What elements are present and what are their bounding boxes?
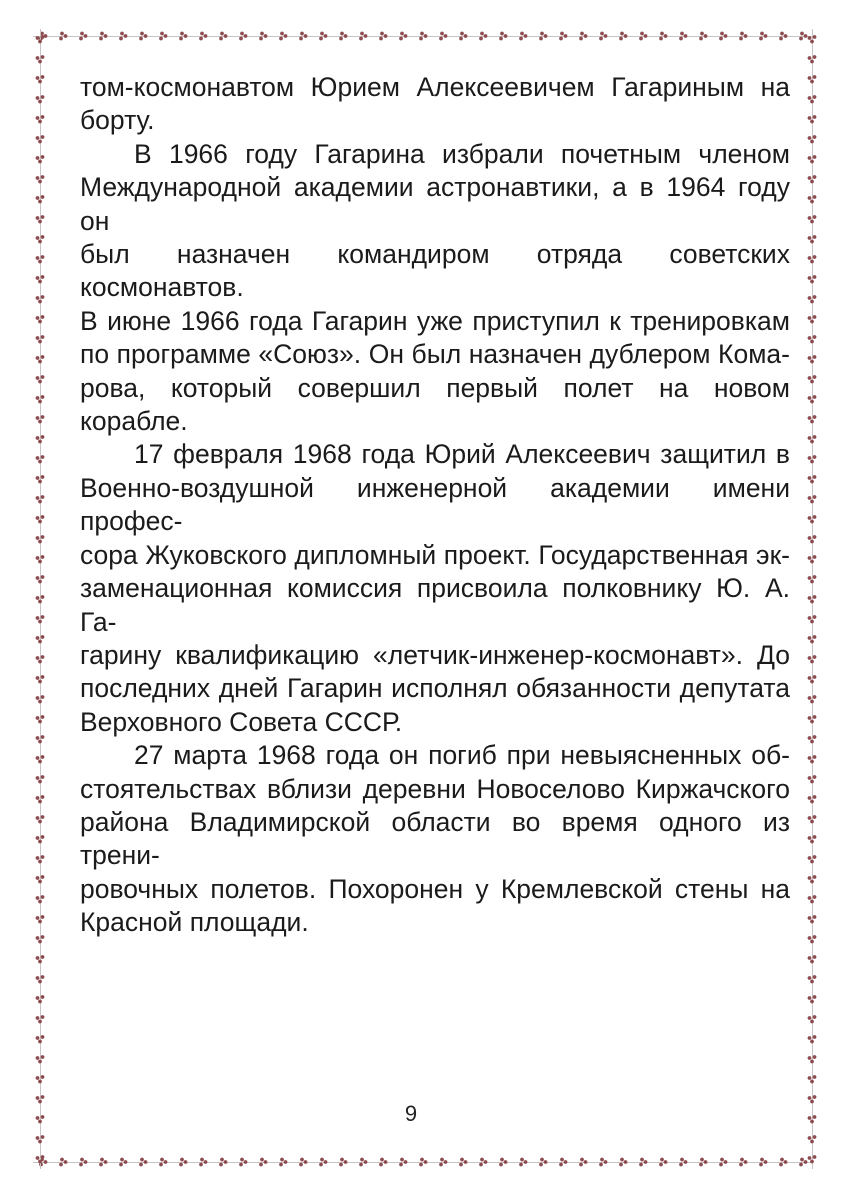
text-line: стоятельствах вблизи деревни Новоселово Киржачского xyxy=(80,773,790,804)
text-line: района Владимирской области во время одного из трени- xyxy=(80,806,790,871)
text-line: 27 марта 1968 года он погиб при невыясненных об- xyxy=(134,740,790,771)
decorative-border-bottom-icon xyxy=(33,1155,812,1169)
text-line: ровочных полетов. Похоронен у Кремлевской стены на xyxy=(80,873,790,904)
text-line: том-космонавтом Юрием Алексеевичем Гагариным на xyxy=(80,72,790,102)
text-line: 17 февраля 1968 года Юрий Алексеевич защитил в xyxy=(134,439,790,470)
decorative-border-right-icon xyxy=(805,29,819,1169)
text-line: Международной академии астронавтики, а в 1964 году он xyxy=(80,172,790,236)
text-line: заменационная комиссия присвоила полковнику Ю. А. Га- xyxy=(80,573,790,637)
text-line: Военно-воздушной инженерной академии имени профес- xyxy=(80,472,790,537)
text-line: рова, который совершил первый полет на новом корабле. xyxy=(80,372,790,437)
text-line: по программе «Союз». Он был назначен дублером Кома- xyxy=(80,339,790,370)
body-text xyxy=(80,71,790,940)
page-number: 9 xyxy=(404,1101,418,1126)
text-line: Красной площади. xyxy=(80,907,309,938)
text-line: В 1966 году Гагарина избрали почетным членом xyxy=(134,138,790,169)
text-line: Верховного Совета СССР. xyxy=(80,706,403,737)
decorative-border-top-icon xyxy=(33,29,812,43)
text-line: был назначен командиром отряда советских космонавтов. xyxy=(80,239,790,303)
decorative-border-left-icon xyxy=(33,29,47,1169)
text-line: гарину квалификацию «летчик-инженер-космонавт». До xyxy=(80,639,790,670)
text-line: В июне 1966 года Гагарин уже приступил к тренировкам xyxy=(80,305,790,336)
text-line: борту. xyxy=(80,105,155,136)
text-line: сора Жуковского дипломный проект. Государственная эк- xyxy=(80,539,790,570)
text-line: последних дней Гагарин исполнял обязанности депутата xyxy=(80,673,790,704)
